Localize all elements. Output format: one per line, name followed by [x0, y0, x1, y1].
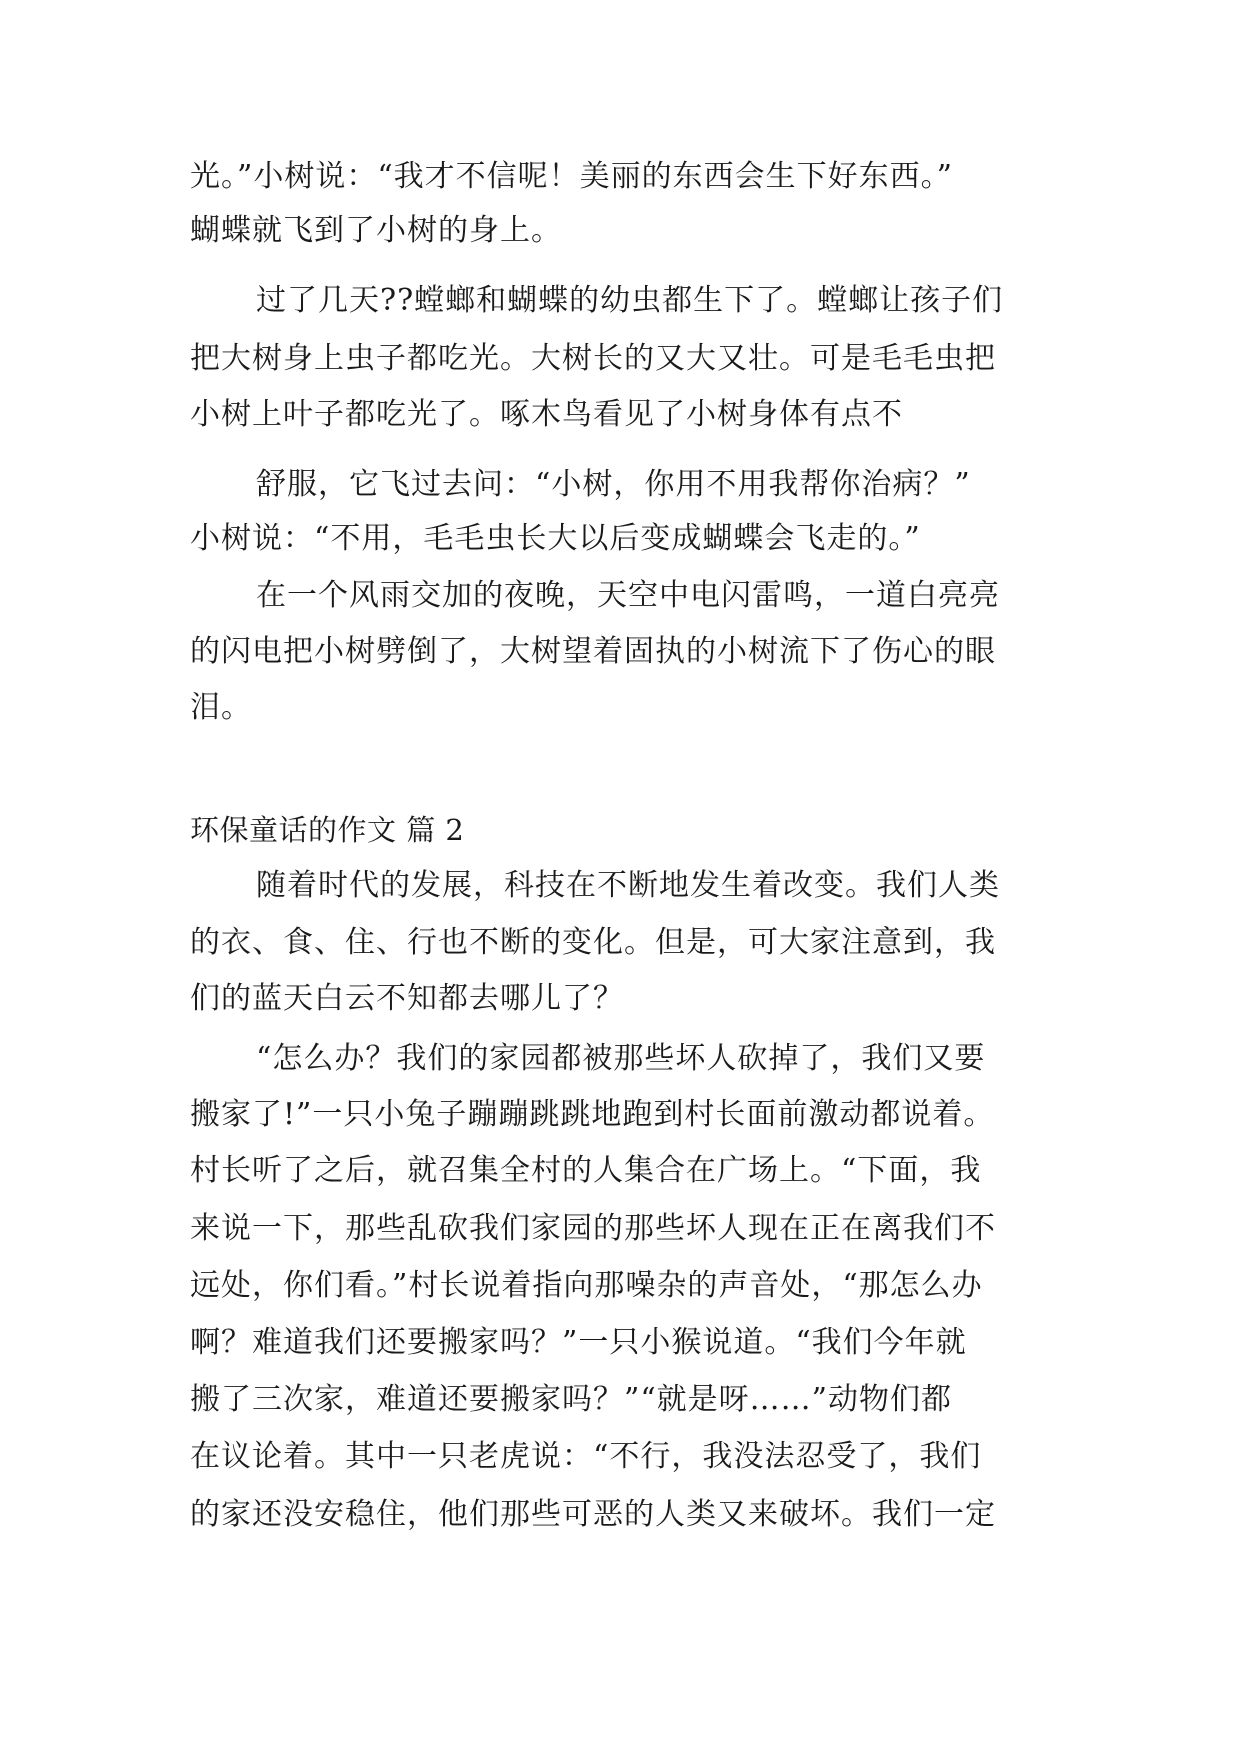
text-line: 蝴蝶就飞到了小树的身上。	[190, 213, 562, 248]
text-line: 的家还没安稳住，他们那些可恶的人类又来破坏。我们一定	[190, 1497, 996, 1532]
text-line: “怎么办？我们的家园都被那些坏人砍掉了，我们又要	[256, 1041, 986, 1076]
text-line: 远处，你们看。”村长说着指向那噪杂的声音处，“那怎么办	[190, 1268, 983, 1303]
text-line: 来说一下，那些乱砍我们家园的那些坏人现在正在离我们不	[190, 1211, 996, 1246]
text-line: 小树说：“不用，毛毛虫长大以后变成蝴蝶会飞走的。”	[190, 521, 921, 556]
text-line: 的闪电把小树劈倒了，大树望着固执的小树流下了伤心的眼	[190, 634, 996, 669]
text-line: 随着时代的发展，科技在不断地发生着改变。我们人类	[256, 868, 1000, 903]
section-heading: 环保童话的作文 篇 2	[190, 813, 465, 847]
text-line: 在议论着。其中一只老虎说：“不行，我没法忍受了，我们	[190, 1439, 982, 1474]
text-line: 搬家了!”一只小兔子蹦蹦跳跳地跑到村长面前激动都说着。	[190, 1097, 995, 1132]
text-line: 在一个风雨交加的夜晚，天空中电闪雷鸣，一道白亮亮	[256, 578, 1000, 613]
text-line: 搬了三次家，难道还要搬家吗？”“就是呀……”动物们都	[190, 1382, 953, 1417]
text-line: 小树上叶子都吃光了。啄木鸟看见了小树身体有点不	[190, 397, 903, 432]
text-line: 村长听了之后，就召集全村的人集合在广场上。“下面，我	[190, 1153, 982, 1188]
text-line: 把大树身上虫子都吃光。大树长的又大又壮。可是毛毛虫把	[190, 341, 996, 376]
text-line: 啊？难道我们还要搬家吗？”一只小猴说道。“我们今年就	[190, 1325, 967, 1360]
text-line: 们的蓝天白云不知都去哪儿了？	[190, 981, 624, 1016]
text-line: 舒服，它飞过去问：“小树，你用不用我帮你治病？”	[256, 467, 971, 502]
text-line: 的衣、食、住、行也不断的变化。但是，可大家注意到，我	[190, 925, 996, 960]
text-line: 过了几天??螳螂和蝴蝶的幼虫都生下了。螳螂让孩子们	[256, 283, 1004, 318]
text-line: 泪。	[190, 690, 252, 725]
text-line: 光。”小树说：“我才不信呢！美丽的东西会生下好东西。”	[190, 159, 954, 194]
